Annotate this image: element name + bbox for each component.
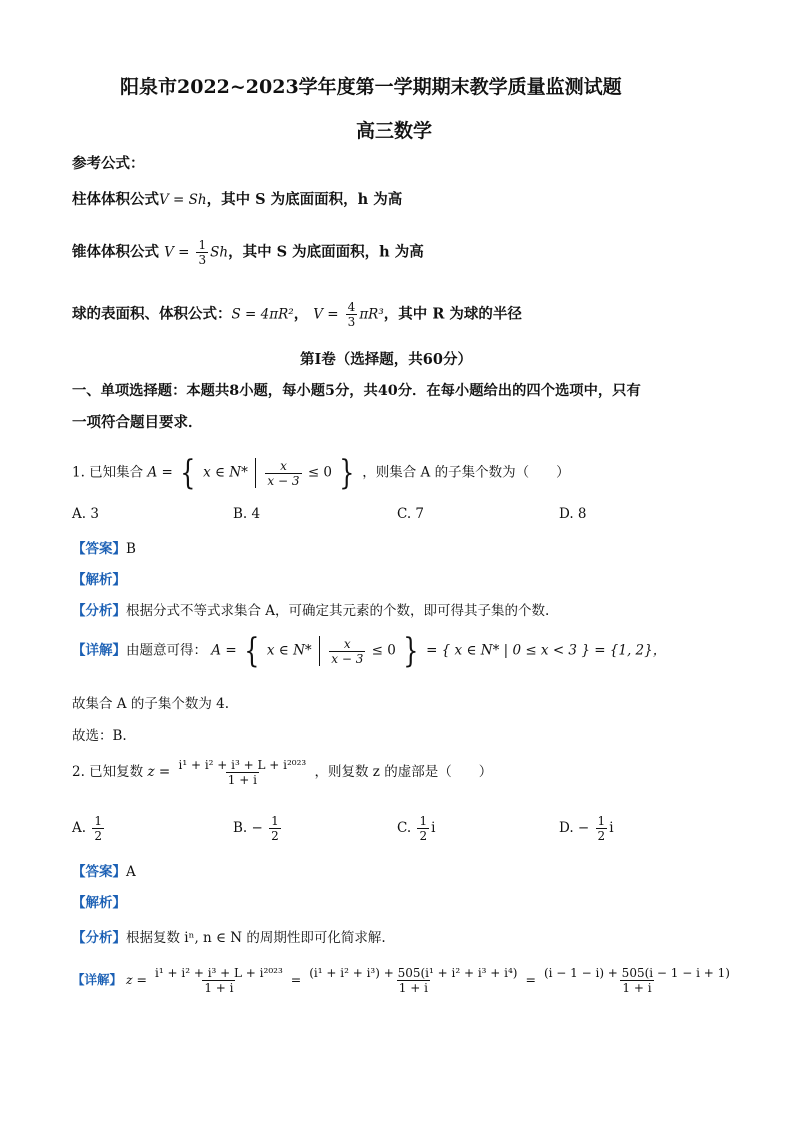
- q2-answer-line: [72, 860, 136, 880]
- q1-detail-mid: = { x ∈ N* | 0 ≤ x < 3 } = {1, 2}，: [426, 642, 667, 659]
- q1-detail-line: [72, 631, 667, 671]
- cone-fraction: [196, 238, 208, 267]
- q2-opt-c-label: C.: [397, 820, 412, 836]
- q1-stem-prefix: 1. 已知集合: [72, 464, 144, 481]
- q2-stem-fraction: [176, 758, 308, 787]
- q1-option-a[interactable]: A. 3: [72, 506, 99, 522]
- q2-answer-tag: 【答案】: [72, 864, 126, 880]
- q2-opt-c-frac: [417, 814, 429, 843]
- q2-stem-suffix: ，则复数 z 的虚部是（ ）: [314, 764, 493, 780]
- q1-fenxi-line: [72, 599, 549, 619]
- q1-detail-right-brace: }: [403, 631, 419, 671]
- q1-fenxi-tag: 【分析】: [72, 603, 126, 619]
- q2-detail-f3-den: 1 + i: [622, 981, 652, 995]
- q1-detail-frac-den: x − 3: [331, 651, 364, 666]
- q1-detail-set-elem: x ∈ N*: [266, 642, 312, 659]
- q2-detail-z: z =: [126, 972, 148, 987]
- q2-detail-frac-3: [542, 966, 732, 995]
- q2-fenxi-line: [72, 926, 386, 946]
- q2-opt-b-num: 1: [271, 814, 279, 828]
- q2-opt-a-num: 1: [94, 814, 102, 828]
- prism-formula: V = Sh: [159, 192, 207, 208]
- q1-detail-frac-num: x: [343, 636, 351, 651]
- q2-detail-line: [72, 966, 734, 995]
- q1-detail-set-lhs: A =: [211, 642, 237, 659]
- q2-fenxi-text: 根据复数 iⁿ, n ∈ N 的周期性即可化简求解.: [126, 930, 386, 946]
- q1-detail-prefix: 由题意可得：: [126, 642, 207, 659]
- q1-detail-left-brace: {: [244, 631, 260, 671]
- sphere-label: 球的表面积、体积公式：: [72, 305, 232, 323]
- q1-cond-tail: ≤ 0: [307, 464, 333, 481]
- q2-opt-d-num: 1: [597, 814, 606, 828]
- q1-analysis-tag: [72, 568, 126, 588]
- q1-answer-line: [72, 537, 136, 557]
- q2-detail-f2-den: 1 + i: [398, 981, 428, 995]
- q1-option-c[interactable]: C. 7: [397, 506, 425, 522]
- q2-stem-num: i¹ + i² + i³ + L + i²⁰²³: [178, 758, 307, 772]
- sphere-vol-num: 4: [347, 300, 356, 314]
- q2-detail-f2-num: (i¹ + i² + i³) + 505(i¹ + i² + i³ + i⁴): [309, 966, 518, 980]
- sphere-vol-rest: πR³: [359, 306, 384, 323]
- section-heading: 第Ⅰ卷（选择题，共60分）: [300, 351, 472, 368]
- q2-opt-c-den: 2: [419, 829, 428, 843]
- q1-fenxi-text: 根据分式不等式求集合 A，可确定其元素的个数，即可得其子集的个数.: [126, 603, 550, 619]
- q1-option-d[interactable]: D. 8: [559, 506, 587, 522]
- q2-detail-f1-num: i¹ + i² + i³ + L + i²⁰²³: [155, 966, 283, 980]
- cone-formula-line: [72, 238, 424, 267]
- q2-opt-b-frac: [269, 814, 281, 843]
- q2-stem-den: 1 + i: [227, 773, 257, 787]
- prism-label: 柱体体积公式: [72, 191, 159, 208]
- cone-formula-rest: Sh: [210, 244, 229, 261]
- q1-set-elem: x ∈ N*: [203, 464, 248, 481]
- q2-opt-a-frac: [92, 814, 104, 843]
- q2-opt-d-label: D. −: [559, 820, 590, 836]
- q2-option-b[interactable]: [233, 814, 283, 843]
- q1-frac-den: x − 3: [267, 473, 300, 488]
- sphere-area-formula: S = 4πR²: [231, 306, 294, 323]
- q1-detail-tag: 【详解】: [72, 642, 126, 659]
- sphere-formula-line: [72, 300, 522, 329]
- q1-set-bar: [255, 458, 256, 488]
- q1-stem-suffix: ，则集合 A 的子集个数为（ ）: [362, 464, 570, 481]
- q2-opt-c-num: 1: [419, 814, 428, 828]
- q2-opt-d-tail: i: [609, 820, 614, 836]
- sphere-vol-lhs: V =: [313, 306, 339, 323]
- cone-frac-num: 1: [198, 238, 207, 252]
- q2-answer: A: [126, 864, 136, 880]
- q2-detail-frac-1: [153, 966, 285, 995]
- q1-answer: B: [126, 541, 136, 557]
- prism-note: ，其中 S 为底面面积，h 为高: [206, 191, 403, 208]
- q1-option-b[interactable]: B. 4: [233, 506, 261, 522]
- q1-detail-fraction: [329, 637, 365, 666]
- q2-opt-b-den: 2: [271, 829, 279, 843]
- q2-opt-d-frac: [596, 814, 608, 843]
- sphere-vol-den: 3: [347, 315, 356, 329]
- q2-detail-frac-2: [307, 966, 519, 995]
- prism-formula-line: [72, 188, 402, 209]
- q2-fenxi-tag: 【分析】: [72, 930, 126, 946]
- q2-analysis-label: 【解析】: [72, 895, 126, 911]
- cone-frac-den: 3: [198, 253, 207, 267]
- section-instructions-line2: 一项符合题目要求．: [72, 414, 203, 431]
- section-instructions-line1: 一、单项选择题：本题共8小题，每小题5分，共40分．在每小题给出的四个选项中，只有: [72, 383, 641, 399]
- q2-opt-c-tail: i: [431, 820, 436, 836]
- q2-detail-tag: 【详解】: [72, 972, 123, 987]
- q2-opt-a-den: 2: [94, 829, 102, 843]
- q2-detail-f1-den: 1 + i: [204, 981, 234, 995]
- q2-opt-d-den: 2: [597, 829, 606, 843]
- cone-label: 锥体体积公式: [72, 243, 159, 261]
- q2-option-d[interactable]: [559, 814, 614, 843]
- q2-stem-prefix: 2. 已知复数: [72, 764, 144, 780]
- q1-left-brace: {: [180, 453, 196, 493]
- q1-frac-num: x: [280, 458, 287, 473]
- q2-opt-a-label: A.: [72, 820, 87, 836]
- q1-conclusion: 故集合 A 的子集个数为 4.: [72, 696, 230, 712]
- cone-note: ，其中 S 为底面面积，h 为高: [228, 243, 424, 261]
- q1-answer-tag: 【答案】: [72, 541, 126, 557]
- q1-detail-set-bar: [319, 636, 320, 666]
- sphere-vol-fraction: [346, 300, 358, 329]
- sphere-comma: ，: [293, 305, 309, 323]
- q1-stem: [72, 453, 570, 493]
- q2-opt-b-label: B. −: [233, 820, 263, 836]
- q1-set-lhs: A =: [147, 464, 173, 481]
- q1-right-brace: }: [339, 453, 355, 493]
- q2-detail-f3-num: (i − 1 − i) + 505(i − 1 − i + 1): [543, 966, 730, 980]
- q2-analysis-tag: [72, 891, 126, 911]
- sphere-note: ，其中 R 为球的半径: [383, 305, 522, 323]
- cone-formula-lhs: V =: [164, 244, 190, 261]
- q1-set-fraction: [265, 459, 301, 488]
- ref-formula-label: 参考公式：: [72, 155, 145, 172]
- q2-detail-eq1: =: [290, 972, 302, 987]
- q2-z-eq: z =: [147, 764, 171, 780]
- q2-option-a[interactable]: [72, 814, 106, 843]
- q2-stem: [72, 758, 492, 787]
- q2-option-c[interactable]: [397, 814, 435, 843]
- page-subtitle: 高三数学: [356, 120, 433, 142]
- q1-choose: 故选：B.: [72, 728, 127, 744]
- q1-detail-cond-tail: ≤ 0: [371, 642, 396, 659]
- q2-detail-eq2: =: [525, 972, 536, 987]
- page-title: 阳泉市2022~2023学年度第一学期期末教学质量监测试题: [120, 76, 622, 98]
- q1-analysis-label: 【解析】: [72, 572, 126, 588]
